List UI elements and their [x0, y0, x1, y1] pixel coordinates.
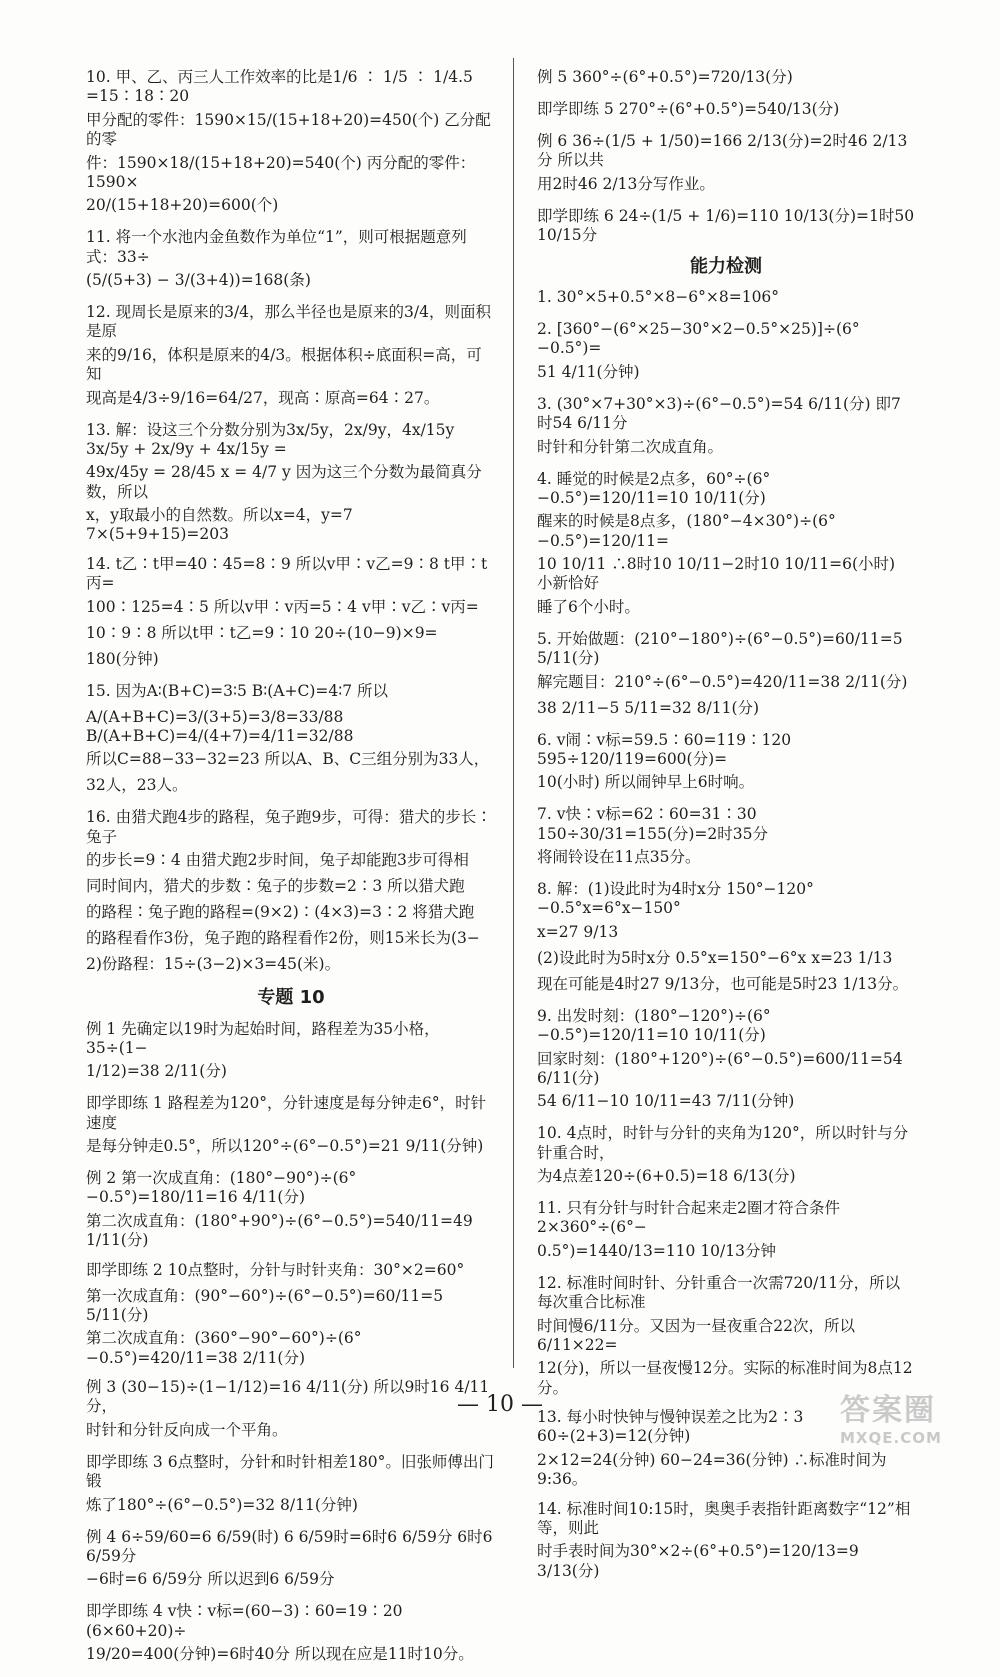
text-line: 是每分钟走0.5°，所以120°÷(6°−0.5°)=21 9/11(分钟): [86, 1137, 484, 1155]
text-line: 现高是4/3÷9/16=64/27，现高∶原高=64∶27。: [86, 388, 440, 407]
example-4: [86, 1528, 496, 1593]
text-line: −6时=6 6/59分 所以迟到6 6/59分: [86, 1570, 335, 1589]
text-line: 12. 现周长是原来的3/4，那么半径也是原来的3/4，则面积是原: [86, 303, 491, 341]
problem-13: [86, 421, 496, 545]
text-line: 同时间内，猎犬的步数∶兔子的步数=2∶3 所以猎犬跑: [86, 877, 465, 895]
text-line: 51 4/11(分钟): [537, 362, 640, 381]
text-line: 20/(15+18+20)=600(个): [86, 196, 279, 215]
text-line: 12. 标准时间时针、分针重合一次需720/11分，所以每次重合比标准: [537, 1273, 901, 1312]
text-line: 为4点差120÷(6+0.5)=18 6/13(分): [537, 1167, 796, 1185]
text-line: 解完题目：210°÷(6°−0.5°)=420/11=38 2/11(分): [537, 672, 908, 691]
check-2: [537, 320, 915, 385]
example-5: [537, 68, 915, 90]
problem-15: [86, 682, 496, 799]
text-line: (2)设此时为5时x分 0.5°x=150°−6°x x=23 1/13: [537, 948, 893, 967]
text-line: 的路程看作3份，兔子跑的路程看作2份，则15米长为(3−: [86, 929, 480, 947]
text-line: 睡了6个小时。: [537, 597, 640, 616]
check-6: [537, 731, 915, 796]
check-4: [537, 470, 915, 620]
text-line: 1/12)=38 2/11(分): [86, 1062, 227, 1081]
text-line: 即学即练 4 v快∶v标=(60−3)∶60=19∶20 (6×60+20)÷: [86, 1602, 403, 1640]
text-line: 10. 4点时，时针与分针的夹角为120°，所以时针与分针重合时，: [537, 1124, 909, 1162]
practice-4: [86, 1602, 496, 1667]
text-line: 2×12=24(分钟) 60−24=36(分钟) ∴标准时间为9:36。: [537, 1450, 887, 1489]
text-line: 9. 出发时刻：(180°−120°)÷(6°−0.5°)=120/11=10 10/11(分): [537, 1006, 771, 1045]
example-2: [86, 1169, 496, 1251]
text-line: 第一次成直角：(90°−60°)÷(6°−0.5°)=60/11=5 5/11(分): [86, 1286, 444, 1324]
text-line: 8. 解：(1)设此时为4时x分 150°−120°−0.5°x=6°x−150°: [537, 880, 814, 918]
text-line: 用2时46 2/13分写作业。: [537, 174, 715, 193]
problem-16: [86, 808, 496, 977]
text-line: 14. t乙∶t甲=40∶45=8∶9 所以v甲∶v乙=9∶8 t甲∶t丙=: [86, 554, 488, 593]
text-line: 10. 甲、乙、丙三人工作效率的比是1/6 ∶ 1/5 ∶ 1/4.5 =15∶18∶20: [86, 68, 473, 106]
text-line: 38 2/11−5 5/11=32 8/11(分): [537, 698, 760, 717]
text-line: 54 6/11−10 10/11=43 7/11(分钟): [537, 1092, 795, 1111]
text-line: x，y取最小的自然数。所以x=4，y=7 7×(5+9+15)=203: [86, 506, 353, 544]
text-line: 现在可能是4时27 9/13分，也可能是5时23 1/13分。: [537, 974, 909, 993]
text-line: 即学即练 1 路程差为120°，分针速度是每分钟走6°，时针速度: [86, 1094, 487, 1132]
problem-14: [86, 555, 496, 672]
text-line: 2. [360°−(6°×25−30°×2−0.5°×25)]÷(6°−0.5°)=: [537, 320, 860, 358]
text-line: 16. 由猎犬跑4步的路程，兔子跑9步，可得：猎犬的步长∶兔子: [86, 808, 492, 846]
text-line: 来的9/16，体积是原来的4/3。根据体积÷底面积=高，可知: [86, 345, 482, 384]
text-line: 180(分钟): [86, 649, 159, 668]
text-line: 32人，23人。: [86, 776, 188, 795]
problem-11: [86, 228, 496, 293]
text-line: 例 4 6÷59/60=6 6/59(时) 6 6/59时=6时6 6/59分 6时6 6/59分: [86, 1527, 493, 1565]
text-line: 10∶9∶8 所以t甲∶t乙=9∶10 20÷(10−9)×9=: [86, 623, 438, 642]
text-line: 13. 每小时快钟与慢钟误差之比为2∶3 60÷(2+3)=12(分钟): [537, 1408, 804, 1446]
text-line: 100∶125=4∶5 所以v甲∶v丙=5∶4 v甲∶v乙∶v丙=: [86, 597, 479, 616]
practice-1: [86, 1094, 496, 1159]
practice-5: [537, 100, 915, 122]
text-line: 即学即练 5 270°÷(6°+0.5°)=540/13(分): [537, 100, 840, 118]
text-line: 例 1 先确定以19时为起始时间，路程差为35小格，35÷(1−: [86, 1019, 440, 1057]
text-line: 14. 标准时间10:15时，奥奥手表指针距离数字“12”相等，则此: [537, 1499, 911, 1537]
text-line: 4. 睡觉的时候是2点多，60°÷(6°−0.5°)=120/11=10 10/11(分): [537, 469, 771, 507]
check-8: [537, 880, 915, 997]
watermark-sub: MXQE.COM: [840, 1429, 942, 1447]
column-divider: [513, 58, 514, 1368]
text-line: 11. 将一个水池内金鱼数作为单位“1”，则可根据题意列式：33÷: [86, 228, 467, 266]
page-number: — 10 —: [457, 1392, 543, 1417]
text-line: 时间慢6/11分。又因为一昼夜重合22次，所以6/11×22=: [537, 1316, 856, 1354]
example-1: [86, 1020, 496, 1085]
text-line: 即学即练 2 10点整时，分针与时针夹角：30°×2=60°: [86, 1260, 465, 1279]
practice-2: [86, 1261, 496, 1369]
check-10: [537, 1124, 915, 1189]
text-line: 醒来的时候是8点多，(180°−4×30°)÷(6°−0.5°)=120/11=: [537, 512, 836, 550]
text-line: 1. 30°×5+0.5°×8−6°×8=106°: [537, 288, 780, 306]
text-line: 例 2 第一次成直角：(180°−90°)÷(6°−0.5°)=180/11=16 4/11(分): [86, 1169, 357, 1207]
text-line: 例 5 360°÷(6°+0.5°)=720/13(分): [537, 68, 793, 86]
left-column: [86, 68, 496, 1677]
problem-10: [86, 68, 496, 218]
text-line: 例 3 (30−15)÷(1−1/12)=16 4/11(分) 所以9时16 4/11分，: [86, 1378, 490, 1416]
example-3: [86, 1378, 496, 1443]
practice-6: [537, 207, 915, 246]
check-9: [537, 1007, 915, 1115]
text-line: 时针和分针第二次成直角。: [537, 437, 724, 456]
section-heading: 能力检测: [690, 255, 762, 277]
text-line: 回家时刻：(180°+120°)÷(6°−0.5°)=600/11=54 6/11(分): [537, 1049, 903, 1087]
check-7: [537, 805, 915, 870]
text-line: 件：1590×18/(15+18+20)=540(个) 丙分配的零件：1590×: [86, 153, 476, 191]
text-line: 13. 解：设这三个分数分别为3x/5y，2x/9y，4x/15y 3x/5y + 2x/9y + 4x/15y =: [86, 420, 455, 458]
text-line: A/(A+B+C)=3/(3+5)=3/8=33/88 B/(A+B+C)=4/(4+7)=4/11=32/88: [86, 707, 354, 745]
watermark-logo: [840, 1385, 942, 1447]
text-line: (5/(5+3) − 3/(3+4))=168(条): [86, 271, 311, 289]
text-line: 所以C=88−33−32=23 所以A、B、C三组分别为33人，: [86, 750, 490, 769]
text-line: 5. 开始做题：(210°−180°)÷(6°−0.5°)=60/11=5 5/11(分): [537, 629, 903, 668]
check-14: [537, 1500, 915, 1582]
text-line: 49x/45y = 28/45 x = 4/7 y 因为这三个分数为最简真分数，所以: [86, 463, 482, 501]
text-line: 将闹铃设在11点35分。: [537, 848, 701, 866]
text-line: 即学即练 3 6点整时，分针和时针相差180°。旧张师傅出门锻: [86, 1452, 494, 1491]
text-line: 即学即练 6 24÷(1/5 + 1/6)=110 10/13(分)=1时50 10/15分: [537, 206, 915, 245]
text-line: 时手表时间为30°×2÷(6°+0.5°)=120/13=9 3/13(分): [537, 1542, 859, 1580]
text-line: 3. (30°×7+30°×3)÷(6°−0.5°)=54 6/11(分) 即7时54 6/11分: [537, 394, 901, 433]
text-line: x=27 9/13: [537, 922, 619, 941]
text-line: 15. 因为A∶(B+C)=3∶5 B∶(A+C)=4∶7 所以: [86, 681, 389, 700]
problem-12: [86, 303, 496, 411]
text-line: 10(小时) 所以闹钟早上6时响。: [537, 773, 755, 792]
text-line: 第二次成直角：(180°+90°)÷(6°−0.5°)=540/11=49 1/11(分): [86, 1211, 473, 1250]
text-line: 6. v闹∶v标=59.5∶60=119∶120 595÷120/119=600(分)=: [537, 730, 792, 768]
text-line: 时针和分针反向成一个平角。: [86, 1420, 288, 1439]
text-line: 甲分配的零件：1590×15/(15+18+20)=450(个) 乙分配的零: [86, 110, 491, 149]
text-line: 例 6 36÷(1/5 + 1/50)=166 2/13(分)=2时46 2/13分 所以共: [537, 132, 908, 170]
text-line: 10 10/11 ∴8时10 10/11−2时10 10/11=6(小时) 小新恰好: [537, 555, 896, 593]
practice-3: [86, 1453, 496, 1518]
text-line: 的路程∶兔子跑的路程=(9×2)∶(4×3)=3∶2 将猎犬跑: [86, 903, 475, 921]
watermark-main: 答案圈: [840, 1393, 936, 1428]
section-heading: 专题 10: [257, 987, 325, 1008]
check-1: [537, 288, 915, 310]
check-11: [537, 1199, 915, 1264]
text-line: 19/20=400(分钟)=6时40分 所以现在应是11时10分。: [86, 1645, 474, 1663]
text-line: 的步长=9∶4 由猎犬跑2步时间，兔子却能跑3步可得相: [86, 851, 469, 869]
text-line: 炼了180°÷(6°−0.5°)=32 8/11(分钟): [86, 1495, 358, 1514]
text-line: 11. 只有分针与时针合起来走2圈才符合条件 2×360°÷(6°−: [537, 1199, 840, 1237]
check-5: [537, 630, 915, 721]
text-line: 2)份路程：15÷(3−2)×3=45(米)。: [86, 955, 341, 973]
check-3: [537, 395, 915, 460]
text-line: 7. v快∶v标=62∶60=31∶30 150÷30/31=155(分)=2时35分: [537, 805, 768, 843]
text-line: 第二次成直角：(360°−90°−60°)÷(6°−0.5°)=420/11=38 2/11(分): [86, 1329, 362, 1367]
text-line: 12(分)，所以一昼夜慢12分。实际的标准时间为8点12分。: [537, 1359, 913, 1397]
right-column: [537, 68, 915, 1591]
check-12: [537, 1274, 915, 1398]
example-6: [537, 132, 915, 197]
text-line: 0.5°)=1440/13=110 10/13分钟: [537, 1241, 776, 1260]
